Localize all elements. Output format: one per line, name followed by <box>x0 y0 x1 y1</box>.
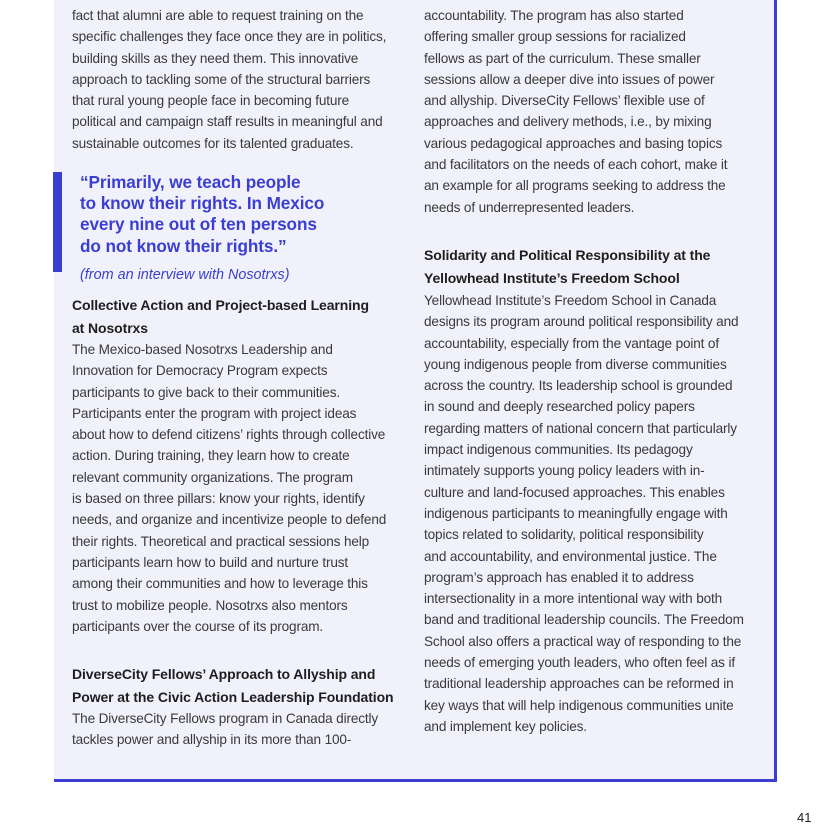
text-line: that rural young people face in becoming future <box>72 93 350 109</box>
text-line: Participants enter the program with project ideas <box>72 405 357 421</box>
quote-line: do not know their rights.” <box>80 235 287 256</box>
quote-line: to know their rights. In Mexico <box>80 193 325 214</box>
text-line: traditional leadership approaches can be reformed in <box>424 676 734 692</box>
heading-line: DiverseCity Fellows’ Approach to Allyship and <box>72 666 376 682</box>
diversecity-paragraph <box>72 708 378 751</box>
text-line: and allyship. DiverseCity Fellows’ flexible use of <box>424 93 705 109</box>
text-line: intersectionality in a more intentional way with both <box>424 591 723 607</box>
text-line: accountability, especially from the vantage point of <box>424 335 719 351</box>
text-line: topics related to solidarity, political responsibility <box>424 527 704 543</box>
text-line: action. During training, they learn how to create <box>72 448 350 464</box>
text-line: needs of underrepresented leaders. <box>424 199 635 215</box>
text-line: young indigenous people from diverse communities <box>424 356 727 372</box>
text-line: key ways that will help indigenous communities unite <box>424 697 734 713</box>
quote-accent-bar <box>53 172 62 272</box>
text-line: accountability. The program has also started <box>424 8 684 23</box>
text-line: designs its program around political responsibility and <box>424 314 739 330</box>
text-line: participants over the course of its program. <box>72 618 324 634</box>
text-line: band and traditional leadership councils. The Freedom <box>424 612 744 628</box>
text-line: various pedagogical approaches and basing topics <box>424 135 723 151</box>
text-line: relevant community organizations. The program <box>72 469 353 485</box>
text-line: culture and land-focused approaches. This enables <box>424 484 725 500</box>
text-line: is based on three pillars: know your rights, identify <box>72 491 365 507</box>
heading-line: at Nosotrxs <box>72 319 148 336</box>
text-line: in sound and deeply researched policy papers <box>424 399 695 415</box>
text-line: program’s approach has enabled it to address <box>424 569 694 585</box>
text-line: impact indigenous communities. Its pedagogy <box>424 442 693 458</box>
quote-line: “Primarily, we teach people <box>80 172 301 192</box>
text-line: political and campaign staff results in meaningful and <box>72 114 383 130</box>
text-line: trust to mobilize people. Nosotrxs also mentors <box>72 597 348 613</box>
section-heading-diversecity <box>72 663 393 708</box>
pull-quote <box>80 172 324 257</box>
text-line: sessions allow a deeper dive into issues of power <box>424 71 715 87</box>
text-line: intimately supports young policy leaders with in- <box>424 463 705 479</box>
text-line: regarding matters of national concern that particularly <box>424 420 737 436</box>
text-line: and implement key policies. <box>424 718 587 734</box>
quote-attribution: (from an interview with Nosotrxs) <box>80 267 290 283</box>
text-line: The Mexico-based Nosotrxs Leadership and <box>72 342 333 357</box>
intro-paragraph-left <box>72 5 386 154</box>
text-line: The DiverseCity Fellows program in Canada directly <box>72 711 379 726</box>
heading-line: Yellowhead Institute’s Freedom School <box>424 269 680 286</box>
text-line: building skills as they need them. This innovative <box>72 50 359 66</box>
text-line: specific challenges they face once they are in politics, <box>72 29 387 45</box>
heading-line: Power at the Civic Action Leadership Foundation <box>72 688 394 705</box>
nosotrxs-paragraph <box>72 339 386 637</box>
yellowhead-paragraph <box>424 290 744 737</box>
text-line: among their communities and how to leverage this <box>72 576 368 592</box>
text-line: participants learn how to build and nurture trust <box>72 554 349 570</box>
text-line: sustainable outcomes for its talented graduates. <box>72 135 354 151</box>
quote-line: every nine out of ten persons <box>80 214 317 235</box>
text-line: and accountability, and environmental justice. The <box>424 548 717 564</box>
heading-line: Solidarity and Political Responsibility at the <box>424 247 711 263</box>
text-line: needs of emerging youth leaders, who often feel as if <box>424 655 735 671</box>
text-line: about how to defend citizens’ rights through collective <box>72 427 386 443</box>
text-line: School also offers a practical way of responding to the <box>424 633 742 649</box>
intro-paragraph-right <box>424 5 727 218</box>
text-line: an example for all programs seeking to address the <box>424 178 726 194</box>
section-heading-nosotrxs <box>72 294 369 339</box>
text-line: tackles power and allyship in its more than 100- <box>72 732 352 748</box>
text-line: Yellowhead Institute’s Freedom School in Canada <box>424 293 717 308</box>
text-line: indigenous participants to meaningfully engage with <box>424 505 728 521</box>
text-line: across the country. Its leadership school is grounded <box>424 378 733 394</box>
text-line: approaches and delivery methods, i.e., by mixing <box>424 114 712 130</box>
section-heading-yellowhead <box>424 244 710 289</box>
text-line: participants to give back to their communities. <box>72 384 340 400</box>
heading-line: Collective Action and Project-based Learning <box>72 297 369 313</box>
page-number: 41 <box>797 810 812 825</box>
text-line: fact that alumni are able to request training on the <box>72 8 364 23</box>
text-line: offering smaller group sessions for racialized <box>424 29 686 45</box>
text-line: their rights. Theoretical and practical sessions help <box>72 533 370 549</box>
text-line: Innovation for Democracy Program expects <box>72 363 328 379</box>
text-line: needs, and organize and incentivize people to defend <box>72 512 387 528</box>
text-line: and facilitators on the needs of each cohort, make it <box>424 157 728 173</box>
text-line: fellows as part of the curriculum. These smaller <box>424 50 701 66</box>
text-line: approach to tackling some of the structural barriers <box>72 71 371 87</box>
